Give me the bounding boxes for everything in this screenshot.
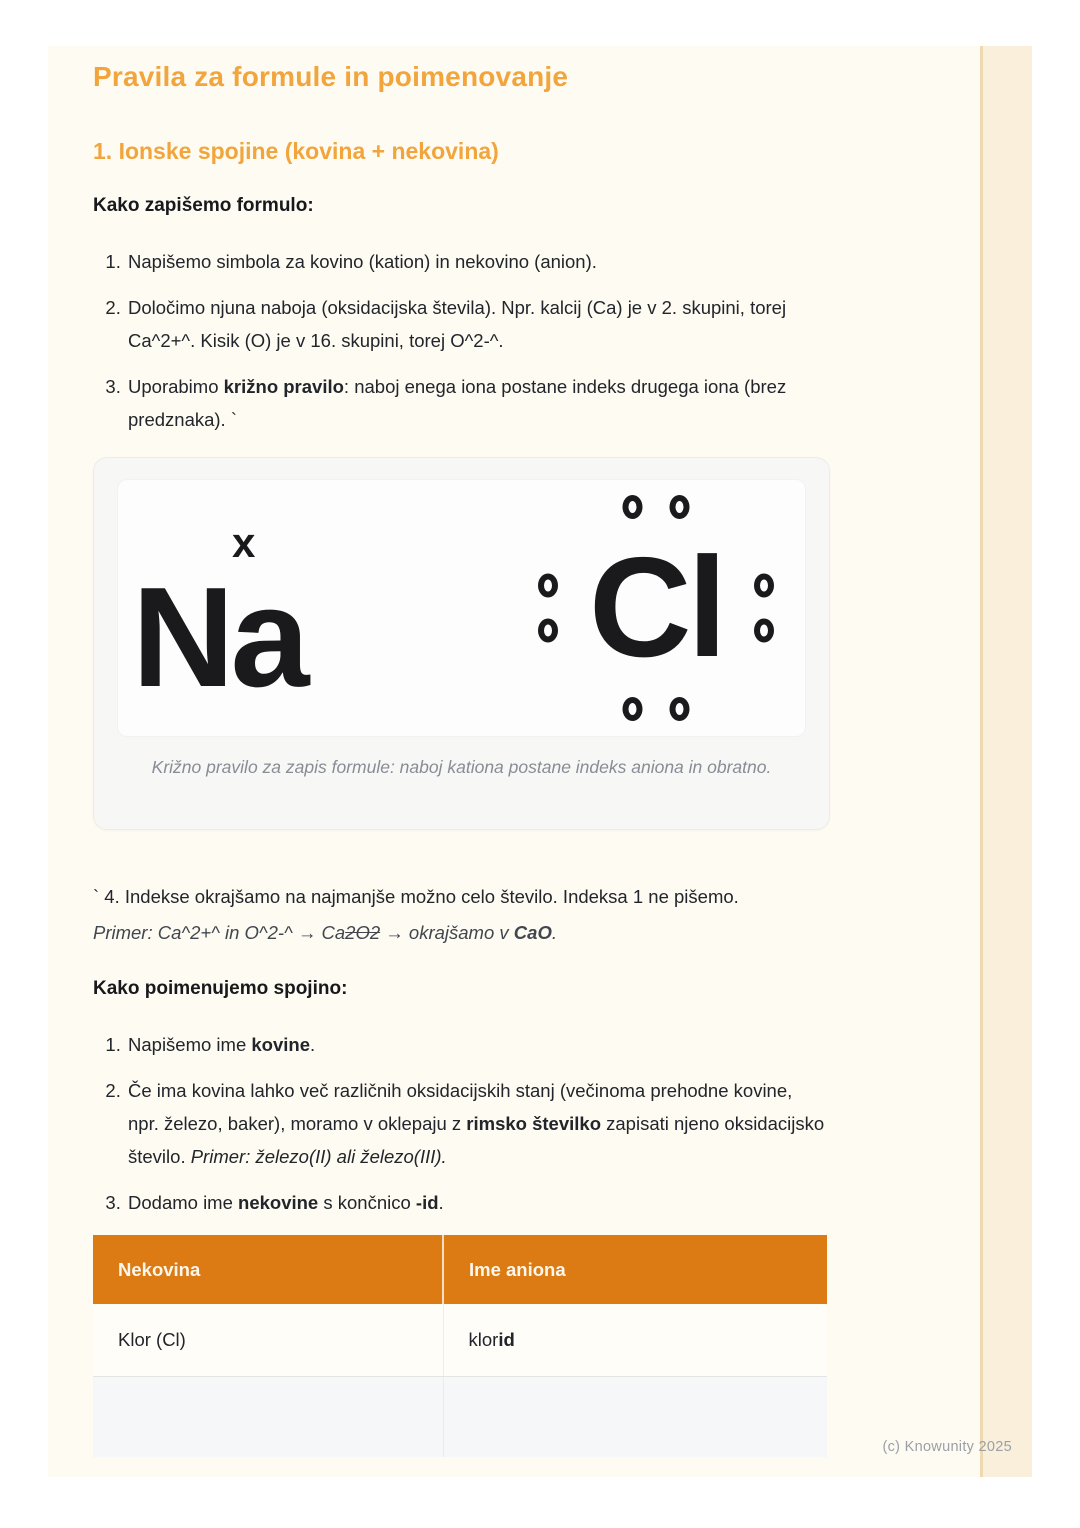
cell-ime-aniona <box>443 1377 827 1457</box>
lewis-structure-figure <box>93 457 830 830</box>
chlorine-symbol: Cl <box>589 528 723 687</box>
copyright-watermark: (c) Knowunity 2025 <box>882 1439 1012 1455</box>
anion-table-header <box>93 1235 827 1304</box>
electron-x-marker: x <box>232 519 256 566</box>
list-item: 3. Dodamo ime nekovine s končnico -id. <box>126 1186 827 1219</box>
chlorine-lewis-structure <box>533 483 779 733</box>
cell-ime-aniona: klorid <box>443 1304 827 1377</box>
figure-caption: Križno pravilo za zapis formule: naboj kationa postane indeks aniona in obratno. <box>151 757 772 777</box>
step-4-text: ` 4. Indekse okrajšamo na najmanjše možno celo število. Indeksa 1 ne pišemo. <box>93 886 739 907</box>
formula-intro: Kako zapišemo formulo: <box>93 195 314 216</box>
electron-pair-right <box>754 574 774 643</box>
document-content <box>93 58 827 1457</box>
naming-intro: Kako poimenujemo spojino: <box>93 978 348 999</box>
lewis-structure-image <box>117 479 806 737</box>
formula-steps-list <box>93 245 827 436</box>
electron-pair-left <box>538 574 558 643</box>
section-heading: 1. Ionske spojine (kovina + nekovina) <box>93 138 499 164</box>
list-item: 2. Če ima kovina lahko več različnih oksidacijskih stanj (večinoma prehodne kovine, npr. železo, baker), moramo v oklepaju z rimsko številko zapisati njeno oksidacijsko število. Primer: železo(II) ali železo(III). <box>126 1074 827 1173</box>
column-header-ime-aniona: Ime aniona <box>443 1235 827 1304</box>
table-row <box>93 1304 827 1377</box>
list-item: 2. Določimo njuna naboja (oksidacijska števila). Npr. kalcij (Ca) je v 2. skupini, torej Ca^2+^. Kisik (O) je v 16. skupini, torej O^2-^. <box>126 291 827 357</box>
sodium-lewis-structure <box>132 507 306 717</box>
table-row <box>93 1377 827 1457</box>
naming-steps-list <box>93 1028 827 1219</box>
page-title: Pravila za formule in poimenovanje <box>93 61 569 92</box>
example-text: Primer: Ca^2+^ in O^2-^ → Ca2O2 → okrajšamo v CaO. <box>93 922 557 943</box>
cell-nekovina: Klor (Cl) <box>93 1304 443 1377</box>
document-page <box>48 46 1032 1477</box>
electron-pair-top <box>623 495 690 519</box>
list-item: 1. Napišemo ime kovine. <box>126 1028 827 1061</box>
page-right-margin-stripe <box>980 46 1032 1477</box>
anion-table <box>93 1235 827 1457</box>
electron-pair-bottom <box>623 697 690 721</box>
sodium-symbol: Na <box>132 558 306 717</box>
list-item: 1. Napišemo simbola za kovino (kation) in nekovino (anion). <box>126 245 827 278</box>
list-item: 3. Uporabimo križno pravilo: naboj enega iona postane indeks drugega iona (brez predznaka). ` <box>126 370 827 436</box>
cell-nekovina <box>93 1377 443 1457</box>
column-header-nekovina: Nekovina <box>93 1235 443 1304</box>
